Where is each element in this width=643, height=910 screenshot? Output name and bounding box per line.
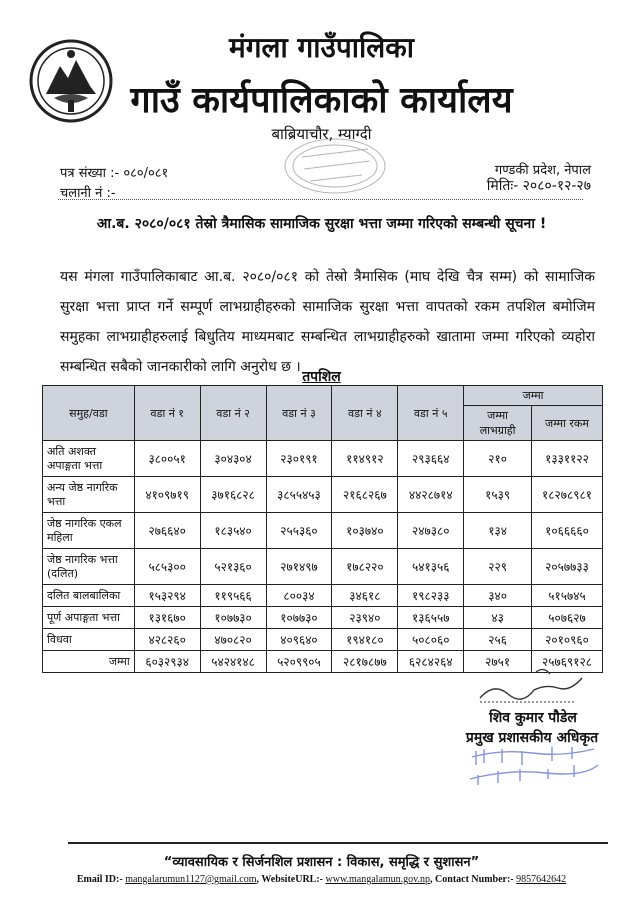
col-header-group: समुह/वडा xyxy=(43,386,135,441)
total-cell: २७५१ xyxy=(464,651,532,673)
total-label: जम्मा xyxy=(43,651,135,673)
table-cell: ३४० xyxy=(464,585,532,607)
table-cell: ५१५७४५ xyxy=(532,585,603,607)
table-row xyxy=(43,441,603,477)
row-group-label: विधवा xyxy=(43,629,135,651)
row-group-label: दलित बालबालिका xyxy=(43,585,135,607)
table-cell: २०१०९६० xyxy=(532,629,603,651)
table-cell: २७१४९७ xyxy=(266,549,332,585)
row-group-label: अन्य जेष्ठ नागरिक भत्ता xyxy=(43,477,135,513)
footer-motto: “व्यावसायिक र सिर्जनशिल प्रशासन : विकास, समृद्धि र सुशासन” xyxy=(163,855,480,870)
table-cell: १५३२९४ xyxy=(134,585,200,607)
col-header-ward4: वडा नं ४ xyxy=(332,386,398,441)
table-cell: १३३११२२ xyxy=(532,441,603,477)
letter-date: मितिः- २०८०-१२-२७ xyxy=(486,178,591,194)
col-header-ward3: वडा नं ३ xyxy=(266,386,332,441)
footer-contact xyxy=(0,874,643,885)
table-row xyxy=(43,585,603,607)
row-group-label: अति अशक्त अपाङ्गता भत्ता xyxy=(43,441,135,477)
total-cell: २५७६९१२८ xyxy=(532,651,603,673)
signature-mark xyxy=(474,664,586,706)
table-row xyxy=(43,477,603,513)
office-stamp-icon xyxy=(280,135,390,197)
table-cell: २४७३८० xyxy=(398,513,464,549)
office-name-line2: गाउँ कार्यपालिकाको कार्यालय xyxy=(130,80,513,121)
table-cell: २२९ xyxy=(464,549,532,585)
table-cell: १७८२२० xyxy=(332,549,398,585)
row-group-label: जेष्ठ नागरिक भत्ता (दलित) xyxy=(43,549,135,585)
dispatch-number: चलानी नं :- xyxy=(60,186,116,201)
signatory-post: प्रमुख प्रशासकीय अधिकृत xyxy=(465,730,599,746)
table-cell: ३८५५४५३ xyxy=(266,477,332,513)
row-group-label: पूर्ण अपाङ्गता भत्ता xyxy=(43,607,135,629)
table-cell: २३०१९१ xyxy=(266,441,332,477)
total-cell: ६२८४२६४ xyxy=(398,651,464,673)
table-cell: ५२१३६० xyxy=(200,549,266,585)
total-cell: ६०३२९३४ xyxy=(134,651,200,673)
reference-number: पत्र संख्या :- ०८०/०८१ xyxy=(60,166,169,181)
table-cell: ४१०९७१९ xyxy=(134,477,200,513)
province-text: गण्डकी प्रदेश, नेपाल xyxy=(494,163,591,178)
col-header-ward2: वडा नं २ xyxy=(200,386,266,441)
table-cell: ३७१६८२८ xyxy=(200,477,266,513)
col-header-ward5: वडा नं ५ xyxy=(398,386,464,441)
office-address: बाब्रियाचौर, म्याग्दी xyxy=(271,125,372,143)
table-cell: ३०४३०४ xyxy=(200,441,266,477)
table-cell: १८२७८९८१ xyxy=(532,477,603,513)
table-cell: ४७०८२० xyxy=(200,629,266,651)
col-header-amount: जम्मा रकम xyxy=(532,406,603,441)
table-cell: १५३९ xyxy=(464,477,532,513)
email-label: Email ID:- xyxy=(76,874,123,885)
office-name-line1: मंगला गाउँपालिका xyxy=(228,31,414,64)
table-cell: ५४१३५६ xyxy=(398,549,464,585)
table-cell: ३४६१८ xyxy=(332,585,398,607)
col-header-ward1: वडा नं १ xyxy=(134,386,200,441)
table-cell: ४०९६४० xyxy=(266,629,332,651)
table-cell: ११९५६६ xyxy=(200,585,266,607)
row-group-label: जेष्ठ नागरिक एकल महिला xyxy=(43,513,135,549)
header-divider xyxy=(58,199,583,200)
col-header-total-group: जम्मा xyxy=(464,386,603,406)
table-cell: ८००३४ xyxy=(266,585,332,607)
contact-number: 9857642642 xyxy=(516,874,567,885)
table-cell: ४३ xyxy=(464,607,532,629)
website-link[interactable]: www.mangalamun.gov.np xyxy=(325,874,431,885)
table-cell: १०६६६६० xyxy=(532,513,603,549)
table-cell: १०७७३० xyxy=(266,607,332,629)
signatory-name: शिव कुमार पौडेल xyxy=(489,710,577,726)
table-cell: २५६ xyxy=(464,629,532,651)
table-cell: ५०८०६० xyxy=(398,629,464,651)
table-caption: तपशिल xyxy=(302,369,341,385)
table-cell: ५८५३०० xyxy=(134,549,200,585)
total-cell: ५२०९९०५ xyxy=(266,651,332,673)
allowance-table xyxy=(42,385,603,673)
table-cell: २१६८२६७ xyxy=(332,477,398,513)
table-cell: १९४१८० xyxy=(332,629,398,651)
col-header-beneficiaries: जम्मा लाभग्राही xyxy=(464,406,532,441)
notice-subject: आ.ब. २०८०/०८१ तेस्रो त्रैमासिक सामाजिक सुरक्षा भत्ता जम्मा गरिएको सम्बन्धी सूचना ! xyxy=(96,216,547,232)
table-row xyxy=(43,513,603,549)
table-cell: ४२८२६० xyxy=(134,629,200,651)
table-cell: २१० xyxy=(464,441,532,477)
table-cell: २७६६४० xyxy=(134,513,200,549)
table-cell: २५५३६० xyxy=(266,513,332,549)
contact-label: , Contact Number:- xyxy=(430,874,514,885)
table-cell: ११४९१२ xyxy=(332,441,398,477)
total-cell: ५४२४१४८ xyxy=(200,651,266,673)
table-cell: ४४२८७१४ xyxy=(398,477,464,513)
table-cell: १०३७४० xyxy=(332,513,398,549)
table-cell: १८३५४० xyxy=(200,513,266,549)
table-cell: २३९४० xyxy=(332,607,398,629)
table-row xyxy=(43,549,603,585)
email-link[interactable]: mangalarumun1127@gmail.com xyxy=(125,874,257,885)
table-row xyxy=(43,629,603,651)
notice-body: यस मंगला गाउँपालिकाबाट आ.ब. २०८०/०८१ को तेस्रो त्रैमासिक (माघ देखि चैत्र सम्म) को सामाजिक सुरक्षा भत्ता प्राप्त गर्ने सम्पूर्ण लाभग्राहीहरुको सामाजिक सुरक्षा भत्ता वापतको रकम तपशिल बमोजिम समुहका लाभग्राहीहरुलाई बिधुतिय माध्यमबाट सम्बन्धित लाभग्राहीहरुको खातामा जम्मा गरिएको व्यहोरा सम्बन्धित सबैको जानकारीको लागि अनुरोध छ । xyxy=(60,269,595,375)
table-cell: १०७७३० xyxy=(200,607,266,629)
table-cell: १३१६७० xyxy=(134,607,200,629)
table-cell: २०५७७३३ xyxy=(532,549,603,585)
total-cell: २८१७८७७ xyxy=(332,651,398,673)
table-row xyxy=(43,607,603,629)
officer-stamp-icon xyxy=(462,735,602,789)
table-cell: १३४ xyxy=(464,513,532,549)
table-cell: २९३६६४ xyxy=(398,441,464,477)
footer-divider xyxy=(68,842,608,844)
table-cell: १९८२३३ xyxy=(398,585,464,607)
website-label: , WebsiteURL:- xyxy=(256,874,323,885)
table-cell: १३६५५७ xyxy=(398,607,464,629)
table-cell: ५०७६२७ xyxy=(532,607,603,629)
table-cell: ३८००५१ xyxy=(134,441,200,477)
